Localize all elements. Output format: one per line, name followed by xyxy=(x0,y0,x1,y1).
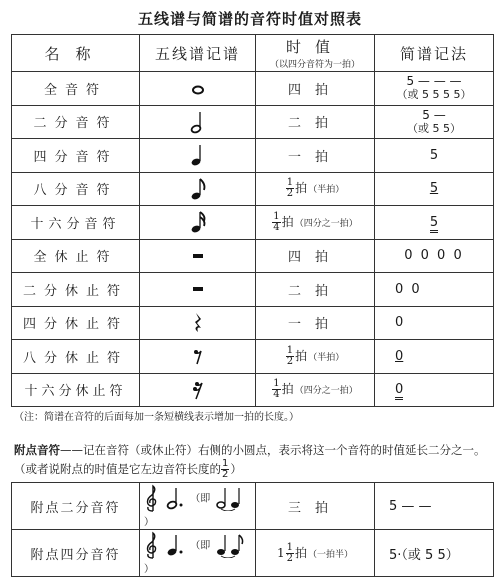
fraction: $\frac{1}{2}$ xyxy=(286,541,293,564)
table-row xyxy=(12,373,494,407)
table-row xyxy=(12,72,494,106)
header-duration: 时值 （以四分音符为一拍） xyxy=(256,35,375,72)
table-row xyxy=(12,483,494,530)
header-jianpu: 简谱记法 xyxy=(375,35,494,72)
fraction: $\frac{1}{2}$ xyxy=(222,458,229,480)
staff-cell xyxy=(140,306,256,340)
jianpu-cell: 5 xyxy=(375,206,494,240)
jianpu-cell: 5 — （或 5 5） xyxy=(375,105,494,139)
header-name: 名称 xyxy=(12,35,140,72)
staff-cell: （即 ） xyxy=(140,530,256,577)
table-row xyxy=(12,306,494,340)
jianpu-cell: 5 xyxy=(375,172,494,206)
duration: 二拍 xyxy=(256,105,375,139)
half-rest-icon xyxy=(188,282,208,296)
table-row xyxy=(12,239,494,273)
tied-notes-icon xyxy=(214,532,244,558)
note-name: 二分休止符 xyxy=(12,273,140,307)
table-row xyxy=(12,172,494,206)
quarter-rest-icon xyxy=(188,311,208,335)
dotted-note-description: 附点音符——记在音符（或休止符）右侧的小圆点，表示将这一个音符的时值延长二分之一。（或者说附点的时值是它左边音符长度的 $\frac{1}{2}$ ） xyxy=(14,443,486,480)
table-row xyxy=(12,340,494,374)
duration: 1 $\frac{1}{2}$ 拍（一拍半） xyxy=(256,530,375,577)
note-name: 二分音符 xyxy=(12,105,140,139)
fraction: $\frac{1}{2}$ xyxy=(286,344,294,367)
treble-clef-icon xyxy=(144,530,160,560)
duration: 二拍 xyxy=(256,273,375,307)
jianpu-cell: 5 — — xyxy=(375,483,494,530)
note-name: 十六分休止符 xyxy=(12,373,140,407)
table-row xyxy=(12,530,494,577)
staff-cell xyxy=(140,105,256,139)
treble-clef-icon xyxy=(144,483,160,513)
table-row xyxy=(12,105,494,139)
jianpu-cell: 5 xyxy=(375,139,494,173)
duration: $\frac{1}{2}$ 拍（半拍） xyxy=(256,172,375,206)
table-row xyxy=(12,273,494,307)
jianpu-cell: 0 xyxy=(375,306,494,340)
note-name: 十六分音符 xyxy=(12,206,140,240)
eighth-note-icon xyxy=(188,176,208,202)
tied-notes-icon xyxy=(214,485,244,511)
page-title: 五线谱与简谱的音符时值对照表 xyxy=(137,10,362,28)
dotted-term: 附点音符 xyxy=(14,443,60,457)
staff-cell: （即 ） xyxy=(140,483,256,530)
note-name: 全休止符 xyxy=(12,239,140,273)
staff-cell xyxy=(140,172,256,206)
fraction: $\frac{1}{2}$ xyxy=(286,177,294,200)
note-name: 四分休止符 xyxy=(12,306,140,340)
jianpu-cell: 0 0 0 0 xyxy=(375,239,494,273)
duration: 一拍 xyxy=(256,306,375,340)
duration: 四拍 xyxy=(256,72,375,106)
duration: $\frac{1}{2}$ 拍（半拍） xyxy=(256,340,375,374)
duration: $\frac{1}{4}$ 拍（四分之一拍） xyxy=(256,206,375,240)
staff-cell xyxy=(140,206,256,240)
table-header-row xyxy=(12,35,494,72)
staff-cell xyxy=(140,139,256,173)
note-duration-table xyxy=(11,34,494,407)
note-name: 四分音符 xyxy=(12,139,140,173)
header-staff: 五线谱记谱 xyxy=(140,35,256,72)
table-row xyxy=(12,139,494,173)
staff-cell xyxy=(140,340,256,374)
staff-cell xyxy=(140,239,256,273)
note-name: 八分音符 xyxy=(12,172,140,206)
staff-cell xyxy=(140,273,256,307)
jianpu-cell: 5 — — — （或 5 5 5 5） xyxy=(375,72,494,106)
sixteenth-rest-icon xyxy=(188,379,208,401)
table-note: （注：简谱在音符的后面每加一条短横线表示增加一拍的长度。） xyxy=(14,412,299,423)
staff-cell xyxy=(140,373,256,407)
whole-note-icon xyxy=(188,80,208,96)
duration: 四拍 xyxy=(256,239,375,273)
duration: $\frac{1}{4}$ 拍（四分之一拍） xyxy=(256,373,375,407)
dotted-quarter-note-icon xyxy=(164,532,186,558)
dotted-half-note-icon xyxy=(164,485,186,511)
fraction: $\frac{1}{4}$ xyxy=(273,378,280,401)
half-note-icon xyxy=(188,109,208,135)
duration: 三拍 xyxy=(256,483,375,530)
note-name: 附点二分音符 xyxy=(12,483,140,530)
jianpu-cell: 0 xyxy=(375,373,494,407)
table-row xyxy=(12,206,494,240)
whole-rest-icon xyxy=(188,249,208,263)
fraction: $\frac{1}{4}$ xyxy=(273,210,280,233)
staff-cell xyxy=(140,72,256,106)
duration: 一拍 xyxy=(256,139,375,173)
jianpu-cell: 0 xyxy=(375,340,494,374)
sixteenth-note-icon xyxy=(188,209,208,235)
note-name: 八分休止符 xyxy=(12,340,140,374)
note-name: 全音符 xyxy=(12,72,140,106)
eighth-rest-icon xyxy=(188,346,208,366)
jianpu-cell: 0 0 xyxy=(375,273,494,307)
jianpu-cell: 5·（或 5 5） xyxy=(375,530,494,577)
note-name: 附点四分音符 xyxy=(12,530,140,577)
quarter-note-icon xyxy=(188,142,208,168)
